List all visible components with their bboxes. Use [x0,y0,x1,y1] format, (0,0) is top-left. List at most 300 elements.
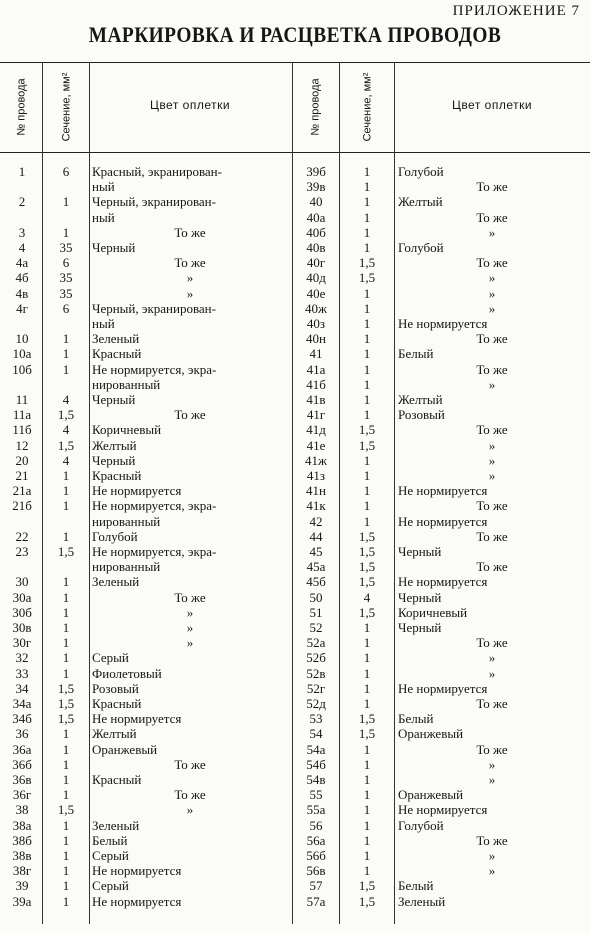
table-row [0,682,590,697]
braid-color-right: То же [476,331,508,347]
wire-number-left: 39а [12,893,32,909]
braid-color-right: То же [476,179,508,195]
table-row [0,667,590,682]
braid-color-left: нированный [92,376,161,392]
section-right: 1 [363,650,371,666]
braid-color-left: Красный [92,468,142,483]
wire-number-right: 54а [306,741,326,757]
section-right: 1 [363,240,371,255]
section-right: 1 [363,300,371,316]
table-row [0,606,590,621]
wire-number-left: 36г [12,787,32,803]
table-row [0,211,590,226]
braid-color-right: Не нормируется [398,680,488,696]
braid-color-left: » [186,635,194,651]
section-right: 1,5 [358,270,376,286]
wire-number-left: 22 [15,528,29,544]
braid-color-right: То же [476,832,508,848]
table-row [0,195,590,210]
wire-number-right: 41 [309,346,323,362]
braid-color-right: Белый [398,346,434,362]
braid-color-left: Серый [92,848,129,863]
wire-number-right: 41б [306,376,326,392]
header-color-left: Цвет оплетки [149,98,231,112]
section-right: 1 [363,179,371,195]
wire-number-right: 57 [309,878,323,894]
wire-number-right: 57а [306,893,326,909]
section-right: 1 [363,331,371,347]
section-right: 1 [363,209,371,225]
table-row [0,408,590,423]
wire-number-left: 2 [18,194,26,210]
wire-number-right: 40н [306,331,326,347]
section-right: 1 [363,407,371,423]
braid-color-right: То же [476,209,508,225]
section-left: 1,5 [57,696,75,711]
section-right: 1 [363,285,371,301]
braid-color-left: То же [174,407,206,423]
section-right: 1 [363,620,371,635]
wire-number-left: 36в [12,772,32,787]
braid-color-right: Не нормируется [398,316,488,331]
braid-color-right: Зеленый [398,893,446,909]
braid-color-right: То же [476,741,508,757]
wire-number-right: 56б [306,848,326,863]
section-right: 1,5 [358,604,376,620]
braid-color-left: » [186,270,194,286]
section-right: 1 [363,863,371,879]
section-left: 1 [62,361,70,377]
wire-number-right: 45б [306,574,326,590]
table-row [0,287,590,302]
section-left: 1 [62,756,70,772]
wire-number-left: 30 [15,574,29,590]
braid-color-left: То же [174,589,206,605]
wire-number-left: 39 [15,878,29,894]
section-left: 1 [62,832,70,848]
wire-number-right: 40 [309,194,323,210]
wire-number-right: 54б [306,756,326,772]
wire-number-left: 34а [12,696,32,711]
wire-number-left: 36б [12,756,32,772]
braid-color-right: » [488,285,496,301]
wire-number-left: 30б [12,604,32,620]
wire-number-left: 38 [15,802,29,818]
wire-number-left: 38в [12,848,32,863]
section-right: 1,5 [358,437,376,453]
wire-number-left: 23 [15,544,29,559]
wire-number-right: 56а [306,832,326,848]
table-row [0,727,590,742]
table-row [0,621,590,636]
braid-color-right: » [488,756,496,772]
braid-color-left: ный [92,209,115,225]
braid-color-right: » [488,468,496,483]
wire-number-right: 51 [309,604,323,620]
section-left: 6 [62,164,70,179]
braid-color-right: То же [476,635,508,651]
wire-number-right: 53 [309,711,323,727]
section-right: 1,5 [358,711,376,727]
wire-number-right: 54 [309,726,323,742]
wire-number-left: 36 [15,726,29,742]
table-row [0,530,590,545]
braid-color-left: Не нормируется [92,483,182,499]
wire-number-left: 12 [15,437,29,453]
table-row [0,165,590,180]
wire-number-right: 41в [306,392,326,407]
header-wire-no-left: № провода [16,78,28,136]
braid-color-right: То же [476,255,508,271]
section-right: 1 [363,696,371,711]
braid-color-left: Черный [92,392,136,407]
wire-number-right: 41г [306,407,326,423]
braid-color-right: Не нормируется [398,513,488,529]
wire-number-right: 52б [306,650,326,666]
section-left: 1,5 [57,711,75,727]
braid-color-right: Черный [398,620,442,635]
wire-number-left: 21б [12,498,32,514]
wire-number-right: 45 [309,544,323,559]
section-left: 1 [62,194,70,210]
section-left: 4 [62,392,70,407]
section-right: 1 [363,316,371,331]
table-row [0,788,590,803]
section-right: 1 [363,772,371,787]
braid-color-left: Фиолетовый [92,665,162,681]
section-right: 1,5 [358,559,376,575]
braid-color-right: » [488,300,496,316]
braid-color-right: Желтый [398,194,443,210]
section-left: 1 [62,574,70,590]
wire-number-left: 10 [15,331,29,347]
section-right: 1 [363,756,371,772]
braid-color-left: То же [174,255,206,271]
section-right: 1 [363,346,371,362]
appendix-label: ПРИЛОЖЕНИЕ 7 [452,3,580,19]
section-left: 1 [62,893,70,909]
wire-number-right: 40ж [305,300,327,316]
section-right: 1 [363,802,371,818]
table-row [0,241,590,256]
wire-number-right: 41а [306,361,326,377]
table-row [0,317,590,332]
wire-number-left: 4б [15,270,29,286]
wire-number-right: 40г [306,255,326,271]
wire-number-left: 30а [12,589,32,605]
wire-number-left: 3 [18,224,26,240]
table-row [0,347,590,362]
braid-color-left: Зеленый [92,574,140,590]
wire-number-right: 40в [306,240,326,255]
braid-color-left: » [186,620,194,635]
wire-number-left: 21 [15,468,29,483]
wire-number-left: 34б [12,711,32,727]
wire-number-left: 21а [12,483,32,499]
table-row [0,515,590,530]
section-left: 1 [62,620,70,635]
braid-color-right: » [488,665,496,681]
section-left: 1 [62,741,70,757]
wire-number-left: 20 [15,452,29,468]
section-left: 6 [62,300,70,316]
wire-number-right: 42 [309,513,323,529]
table-row [0,743,590,758]
braid-color-left: Не нормируется, экра- [92,544,217,559]
section-right: 1 [363,376,371,392]
braid-color-left: Желтый [92,437,137,453]
braid-color-left: Черный [92,240,136,255]
table-row [0,363,590,378]
table-row [0,545,590,560]
table-row [0,591,590,606]
braid-color-left: Белый [92,832,128,848]
braid-color-left: Зеленый [92,331,140,347]
wire-number-left: 34 [15,680,29,696]
wire-number-left: 11 [15,392,29,407]
braid-color-left: Не нормируется, экра- [92,361,217,377]
wire-number-left: 11а [12,407,32,423]
wire-number-right: 40д [306,270,326,286]
section-left: 1 [62,878,70,894]
braid-color-right: Черный [398,544,442,559]
section-right: 1 [363,361,371,377]
table-row [0,454,590,469]
table-row [0,332,590,347]
section-right: 1 [363,635,371,651]
table-row [0,256,590,271]
braid-color-right: То же [476,528,508,544]
section-right: 1 [363,832,371,848]
section-left: 1 [62,863,70,879]
braid-color-right: То же [476,422,508,438]
section-left: 1,5 [57,802,75,818]
wire-number-right: 52а [306,635,326,651]
section-left: 1 [62,224,70,240]
table-row [0,819,590,834]
table-row [0,439,590,454]
wire-number-left: 1 [18,164,26,179]
section-right: 1 [363,468,371,483]
braid-color-right: Белый [398,878,434,894]
section-left: 1 [62,726,70,742]
braid-color-right: То же [476,361,508,377]
table-row [0,834,590,849]
table-row [0,697,590,712]
table-row [0,758,590,773]
section-right: 1 [363,787,371,803]
braid-color-right: » [488,270,496,286]
table-row [0,803,590,818]
section-left: 35 [59,285,73,301]
braid-color-left: То же [174,756,206,772]
braid-color-left: ный [92,179,115,195]
wire-number-right: 52д [306,696,326,711]
braid-color-left: » [186,285,194,301]
braid-color-left: » [186,604,194,620]
section-right: 4 [363,589,371,605]
braid-color-left: Коричневый [92,422,162,438]
section-right: 1 [363,392,371,407]
braid-color-left: Не нормируется [92,711,182,727]
section-right: 1 [363,224,371,240]
wire-number-right: 40е [306,285,326,301]
braid-color-right: Оранжевый [398,787,464,803]
header-color-right: Цвет оплетки [451,98,533,112]
wire-number-right: 40з [306,316,326,331]
section-left: 1 [62,665,70,681]
wire-number-right: 54в [306,772,326,787]
table-row [0,393,590,408]
braid-color-right: Оранжевый [398,726,464,742]
section-right: 1 [363,452,371,468]
braid-color-right: » [488,437,496,453]
section-left: 35 [59,270,73,286]
wire-number-right: 52 [309,620,323,635]
table-row [0,636,590,651]
section-right: 1,5 [358,893,376,909]
braid-color-right: » [488,772,496,787]
header-section-right: Сечение, мм² [361,72,374,142]
section-left: 1 [62,604,70,620]
table-row [0,895,590,910]
braid-color-left: Розовый [92,680,139,696]
section-right: 1,5 [358,726,376,742]
braid-color-left: Красный, экранирован- [92,164,222,179]
section-right: 1,5 [358,878,376,894]
wire-number-left: 32 [15,650,29,666]
section-left: 4 [62,452,70,468]
braid-color-left: Красный [92,346,142,362]
braid-color-left: Серый [92,878,129,894]
section-left: 1 [62,772,70,787]
wire-number-right: 56 [309,817,323,833]
section-left: 4 [62,422,70,438]
section-left: 1 [62,331,70,347]
wire-number-right: 55а [306,802,326,818]
wire-number-left: 10а [12,346,32,362]
table-row [0,271,590,286]
braid-color-left: Не нормируется [92,863,182,879]
braid-color-left: нированный [92,513,161,529]
braid-color-right: То же [476,559,508,575]
braid-color-left: Оранжевый [92,741,158,757]
section-right: 1,5 [358,544,376,559]
section-right: 1 [363,741,371,757]
wire-number-right: 41д [306,422,326,438]
braid-color-right: Не нормируется [398,802,488,818]
wire-number-left: 4а [15,255,29,271]
wire-number-right: 45а [306,559,326,575]
wire-number-right: 44 [309,528,323,544]
section-left: 1 [62,787,70,803]
braid-color-left: Красный [92,696,142,711]
braid-color-right: » [488,224,496,240]
wire-number-left: 38а [12,817,32,833]
table-row [0,484,590,499]
wire-number-left: 33 [15,665,29,681]
braid-color-right: Розовый [398,407,445,423]
braid-color-right: Голубой [398,240,444,255]
braid-color-left: То же [174,787,206,803]
table-row [0,773,590,788]
braid-color-right: Коричневый [398,604,468,620]
section-left: 1,5 [57,437,75,453]
wire-number-right: 55 [309,787,323,803]
braid-color-right: Желтый [398,392,443,407]
section-left: 1 [62,498,70,514]
wire-number-right: 52в [306,665,326,681]
wire-number-left: 30г [12,635,32,651]
braid-color-right: » [488,376,496,392]
section-right: 1,5 [358,528,376,544]
page-title: МАРКИРОВКА И РАСЦВЕТКА ПРОВОДОВ [88,22,502,47]
section-right: 1 [363,680,371,696]
section-left: 1 [62,346,70,362]
table-row [0,469,590,484]
braid-color-left: Голубой [92,528,138,544]
table-row [0,651,590,666]
wire-number-right: 41з [306,468,326,483]
section-right: 1 [363,164,371,179]
section-left: 1 [62,650,70,666]
braid-color-right: Не нормируется [398,483,488,499]
braid-color-right: Голубой [398,164,444,179]
section-left: 35 [59,240,73,255]
section-right: 1 [363,848,371,863]
section-left: 6 [62,255,70,271]
braid-color-right: Не нормируется [398,574,488,590]
section-left: 1 [62,483,70,499]
braid-color-left: То же [174,224,206,240]
table-row [0,849,590,864]
braid-color-right: » [488,650,496,666]
section-right: 1 [363,817,371,833]
section-left: 1,5 [57,680,75,696]
wire-number-left: 38г [12,863,32,879]
section-right: 1,5 [358,422,376,438]
braid-color-right: » [488,863,496,879]
wire-number-right: 50 [309,589,323,605]
table-row [0,712,590,727]
section-left: 1 [62,817,70,833]
braid-color-left: Черный, экранирован- [92,300,216,316]
section-left: 1,5 [57,544,75,559]
braid-color-left: Не нормируется, экра- [92,498,217,514]
wire-number-right: 41к [306,498,326,514]
section-left: 1 [62,635,70,651]
table-row [0,423,590,438]
braid-color-left: Черный, экранирован- [92,194,216,210]
table-row [0,499,590,514]
braid-color-left: нированный [92,559,161,575]
wire-number-left: 4г [16,300,28,316]
wire-number-right: 40а [306,209,326,225]
braid-color-right: » [488,452,496,468]
braid-color-right: » [488,848,496,863]
wire-number-left: 30в [12,620,32,635]
braid-color-left: ный [92,316,115,331]
braid-color-right: Белый [398,711,434,727]
header-wire-no-right: № провода [310,78,322,136]
braid-color-left: Не нормируется [92,893,182,909]
table-row [0,302,590,317]
braid-color-left: Желтый [92,726,137,742]
section-right: 1 [363,513,371,529]
section-right: 1,5 [358,574,376,590]
section-right: 1,5 [358,255,376,271]
wire-number-left: 11б [12,422,32,438]
